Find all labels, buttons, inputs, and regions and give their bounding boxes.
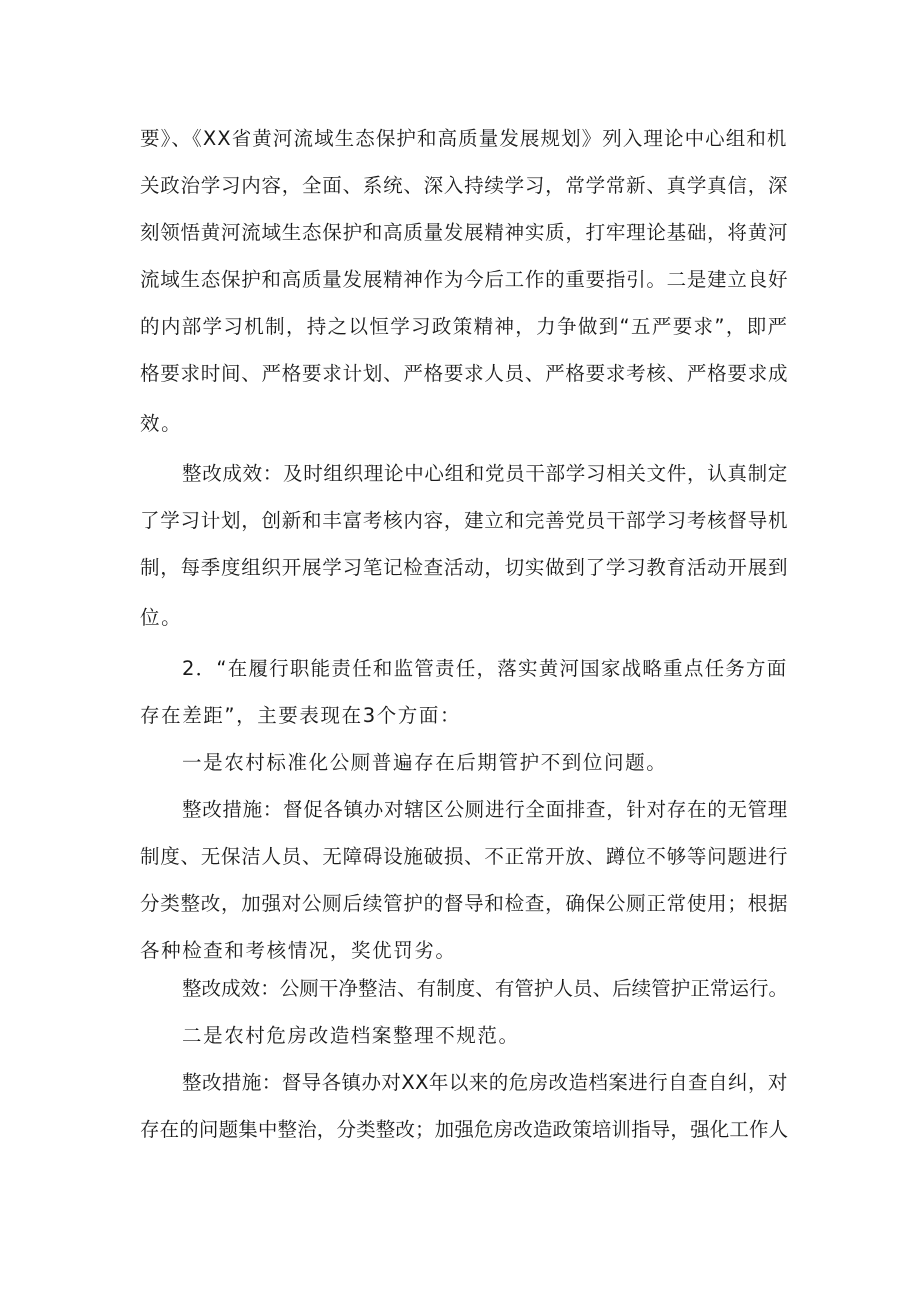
text-line: 位。	[140, 606, 183, 629]
text-line: 流域生态保护和高质量发展精神作为今后工作的重要指引。二是建立良好	[140, 268, 789, 291]
text-line: 格要求时间、严格要求计划、严格要求人员、严格要求考核、严格要求成	[140, 362, 789, 385]
paragraph-first-line: 二是农村危房改造档案整理不规范。	[182, 1024, 520, 1047]
paragraph-first-line: 整改成效：公厕干净整洁、有制度、有管护人员、后续管护正常运行。	[182, 977, 789, 1000]
text-line: 关政治学习内容，全面、系统、深入持续学习，常学常新、真学真信，深	[140, 174, 789, 197]
paragraph-first-line: 整改成效：及时组织理论中心组和党员干部学习相关文件，认真制定	[182, 462, 789, 485]
text-line: 了学习计划，创新和丰富考核内容，建立和完善党员干部学习考核督导机	[140, 509, 789, 532]
paragraph-first-line: 整改措施：督促各镇办对辖区公厕进行全面排查，针对存在的无管理	[182, 798, 789, 821]
text-line: 分类整改，加强对公厕后续管护的督导和检查，确保公厕正常使用；根据	[140, 892, 789, 915]
text-line: 的内部学习机制，持之以恒学习政策精神，力争做到“五严要求”，即严	[140, 315, 789, 338]
text-line: 刻领悟黄河流域生态保护和高质量发展精神实质，打牢理论基础，将黄河	[140, 221, 789, 244]
text-line: 制度、无保洁人员、无障碍设施破损、不正常开放、蹲位不够等问题进行	[140, 845, 789, 868]
text-line: 各种检查和考核情况，奖优罚劣。	[140, 939, 457, 962]
text-line: 存在的问题集中整治，分类整改；加强危房改造政策培训指导，强化工作人	[140, 1118, 789, 1141]
text-line: 存在差距”，主要表现在3个方面：	[140, 704, 462, 727]
paragraph-first-line: 整改措施：督导各镇办对XX年以来的危房改造档案进行自查自纠，对	[182, 1071, 788, 1094]
text-line: 制，每季度组织开展学习笔记检查活动，切实做到了学习教育活动开展到	[140, 556, 789, 579]
paragraph-first-line: 一是农村标准化公厕普遍存在后期管护不到位问题。	[182, 751, 668, 774]
text-line: 效。	[140, 412, 183, 435]
text-line: 要》、《XX省黄河流域生态保护和高质量发展规划》列入理论中心组和机	[140, 127, 788, 150]
section-heading: 2．“在履行职能责任和监管责任，落实黄河国家战略重点任务方面	[182, 657, 788, 680]
